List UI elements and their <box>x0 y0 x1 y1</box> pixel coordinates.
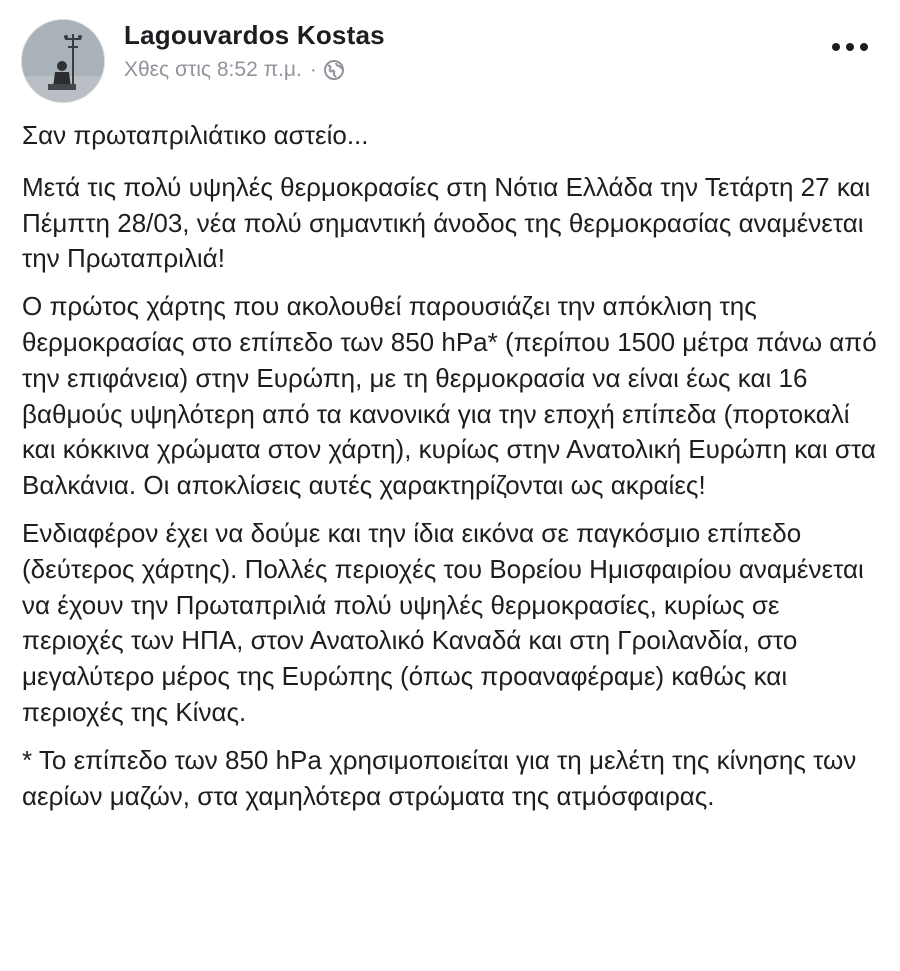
avatar[interactable] <box>21 19 105 103</box>
post-body <box>22 118 882 826</box>
meta-separator: · <box>309 58 317 81</box>
post-paragraph-4: Ενδιαφέρον έχει να δούμε και την ίδια εικόνα σε παγκόσμιο επίπεδο (δεύτερος χάρτης). Πολλές περιοχές του Βορείου Ημισφαιρίου αναμένεται να έχουν την Πρωταπριλιά πολύ υψηλές θερμοκρασίες, κυρίως σε περιοχές των ΗΠΑ, στον Ανατολικό Καναδά και στη Γροιλανδία, στο μεγαλύτερο μέρος της Ευρώπης (όπως προαναφέραμε) καθώς και περιοχές της Κίνας. <box>22 517 864 727</box>
globe-icon[interactable] <box>323 59 345 81</box>
post-paragraph-5: * Το επίπεδο των 850 hPa χρησιμοποιείται για τη μελέτη της κίνησης των αερίων μαζών, στα χαμηλότερα στρώματα της ατμόσφαιρας. <box>22 744 857 811</box>
avatar-photo <box>22 20 104 102</box>
post-meta <box>124 58 345 82</box>
post-paragraph-1: Σαν πρωταπριλιάτικο αστείο... <box>22 120 369 150</box>
post-paragraph-2: Μετά τις πολύ υψηλές θερμοκρασίες στη Νότια Ελλάδα την Τετάρτη 27 και Πέμπτη 28/03, νέα πολύ σημαντική άνοδος της θερμοκρασίας αναμένεται την Πρωταπριλιά! <box>22 171 871 274</box>
more-options-icon <box>830 42 870 52</box>
post-paragraph-3: Ο πρώτος χάρτης που ακολουθεί παρουσιάζει την απόκλιση της θερμοκρασίας στο επίπεδο των 850 hPa* (περίπου 1500 μέτρα πάνω από την επιφάνεια) στην Ευρώπη, με τη θερμοκρασία να είναι έως και 16 βαθμούς υψηλότερη από τα κανονικά για την εποχή επίπεδα (πορτοκαλί και κόκκινα χρώματα στον χάρτη), κυρίως στην Ανατολική Ευρώπη και στα Βαλκάνια. Οι αποκλίσεις αυτές χαρακτηρίζονται ως ακραίες! <box>22 291 877 501</box>
post-header <box>18 14 882 94</box>
more-options-button[interactable] <box>828 32 872 62</box>
author-name[interactable]: Lagouvardos Kostas <box>124 20 385 50</box>
post-timestamp[interactable]: Χθες στις 8:52 π.μ. <box>124 58 302 81</box>
